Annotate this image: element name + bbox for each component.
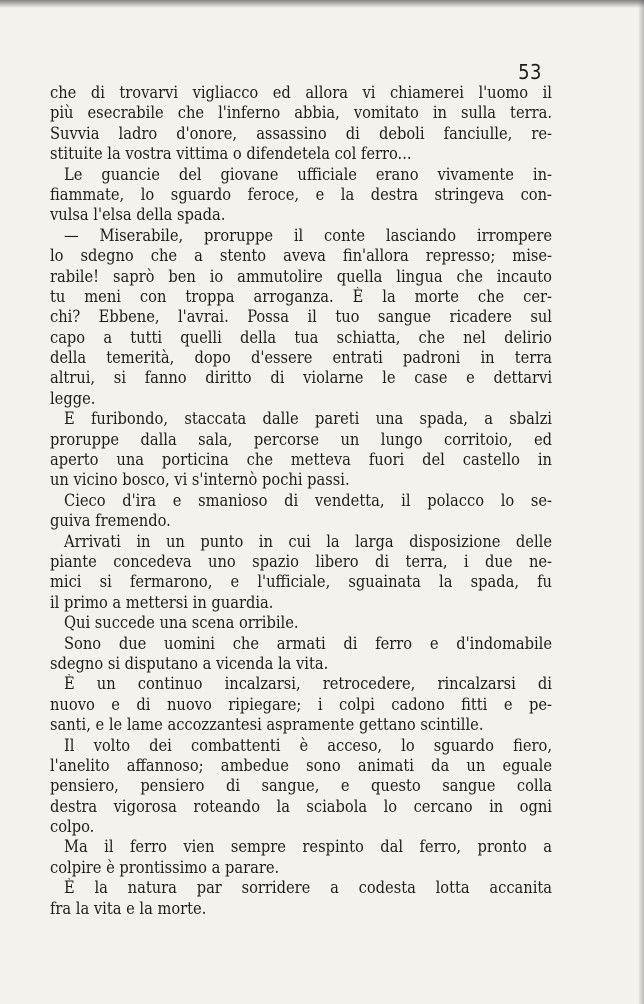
text-line: vulsa l'elsa della spada. [50,205,226,225]
text-line: E furibondo, staccata dalle pareti una spada, a sbalzi [64,409,552,429]
text-line: pensiero, pensiero di sangue, e questo sangue colla [50,776,552,796]
text-line: Cieco d'ira e smanioso di vendetta, il polacco lo se- [64,490,552,510]
text-line: mici si fermarono, e l'ufficiale, sguainata la spada, fu [50,572,552,592]
text-line: l'anelito affannoso; ambedue sono animati da un eguale [50,755,552,775]
text-line: stituite la vostra vittima o difendetela col ferro... [50,144,412,164]
text-line: È la natura par sorridere a codesta lotta accanita [64,878,552,898]
text-line: guiva fremendo. [50,511,171,531]
text-line: Sono due uomini che armati di ferro e d'indomabile [64,633,552,653]
text-line: Ma il ferro vien sempre respinto dal ferro, pronto a [64,837,552,857]
text-line: proruppe dalla sala, percorse un lungo corritoio, ed [50,429,552,449]
page-number: 53 [518,60,542,84]
scan-top-shadow [0,0,644,8]
text-line: nuovo e di nuovo ripiegare; i colpi cadono fitti e pe- [50,694,552,714]
body-text [50,83,552,919]
text-line: santi, e le lame accozzantesi aspramente gettano scintille. [50,715,484,735]
text-line: sdegno si disputano a vicenda la vita. [50,653,329,673]
text-line: più esecrabile che l'inferno abbia, vomitato in sulla terra. [50,103,552,123]
text-line: chi? Ebbene, l'avrai. Possa il tuo sangue ricadere sul [50,307,552,327]
text-line: lo sdegno che a stento aveva fin'allora represso; mise- [50,246,552,266]
text-line: Arrivati in un punto in cui la larga disposizione delle [64,531,552,551]
text-line: capo a tutti quelli della tua schiatta, che nel delirio [50,327,552,347]
text-line: Il volto dei combattenti è acceso, lo sguardo fiero, [64,735,552,755]
text-line: il primo a mettersi in guardia. [50,592,274,612]
text-line: aperto una porticina che metteva fuori del castello in [50,450,552,470]
text-line: altrui, si fanno diritto di violarne le case e dettarvi [50,368,552,388]
text-line: legge. [50,388,96,408]
text-line: Qui succede una scena orribile. [64,613,299,633]
text-line: Le guancie del giovane ufficiale erano vivamente in- [64,164,552,184]
text-line: piante concedeva uno spazio libero di terra, i due ne- [50,551,552,571]
text-line: colpire è prontissimo a parare. [50,857,280,877]
text-line: un vicino bosco, vi s'internò pochi passi. [50,470,350,490]
text-line: della temerità, dopo d'essere entrati padroni in terra [50,348,552,368]
text-line: È un continuo incalzarsi, retrocedere, rincalzarsi di [64,674,552,694]
text-line: fra la vita e la morte. [50,898,207,918]
text-line: destra vigorosa roteando la sciabola lo cercano in ogni [50,796,552,816]
scan-right-edge [638,0,644,1004]
text-line: tu meni con troppa arroganza. È la morte che cer- [50,286,552,306]
text-line: — Miserabile, proruppe il conte lasciando irrompere [64,225,552,245]
text-line: Suvvia ladro d'onore, assassino di deboli fanciulle, re- [50,123,552,143]
text-line: che di trovarvi vigliacco ed allora vi chiamerei l'uomo il [50,83,552,102]
text-line: fiammate, lo sguardo feroce, e la destra stringeva con- [50,184,552,204]
text-line: colpo. [50,817,95,837]
text-line: rabile! saprò ben io ammutolire quella lingua che incauto [50,266,552,286]
